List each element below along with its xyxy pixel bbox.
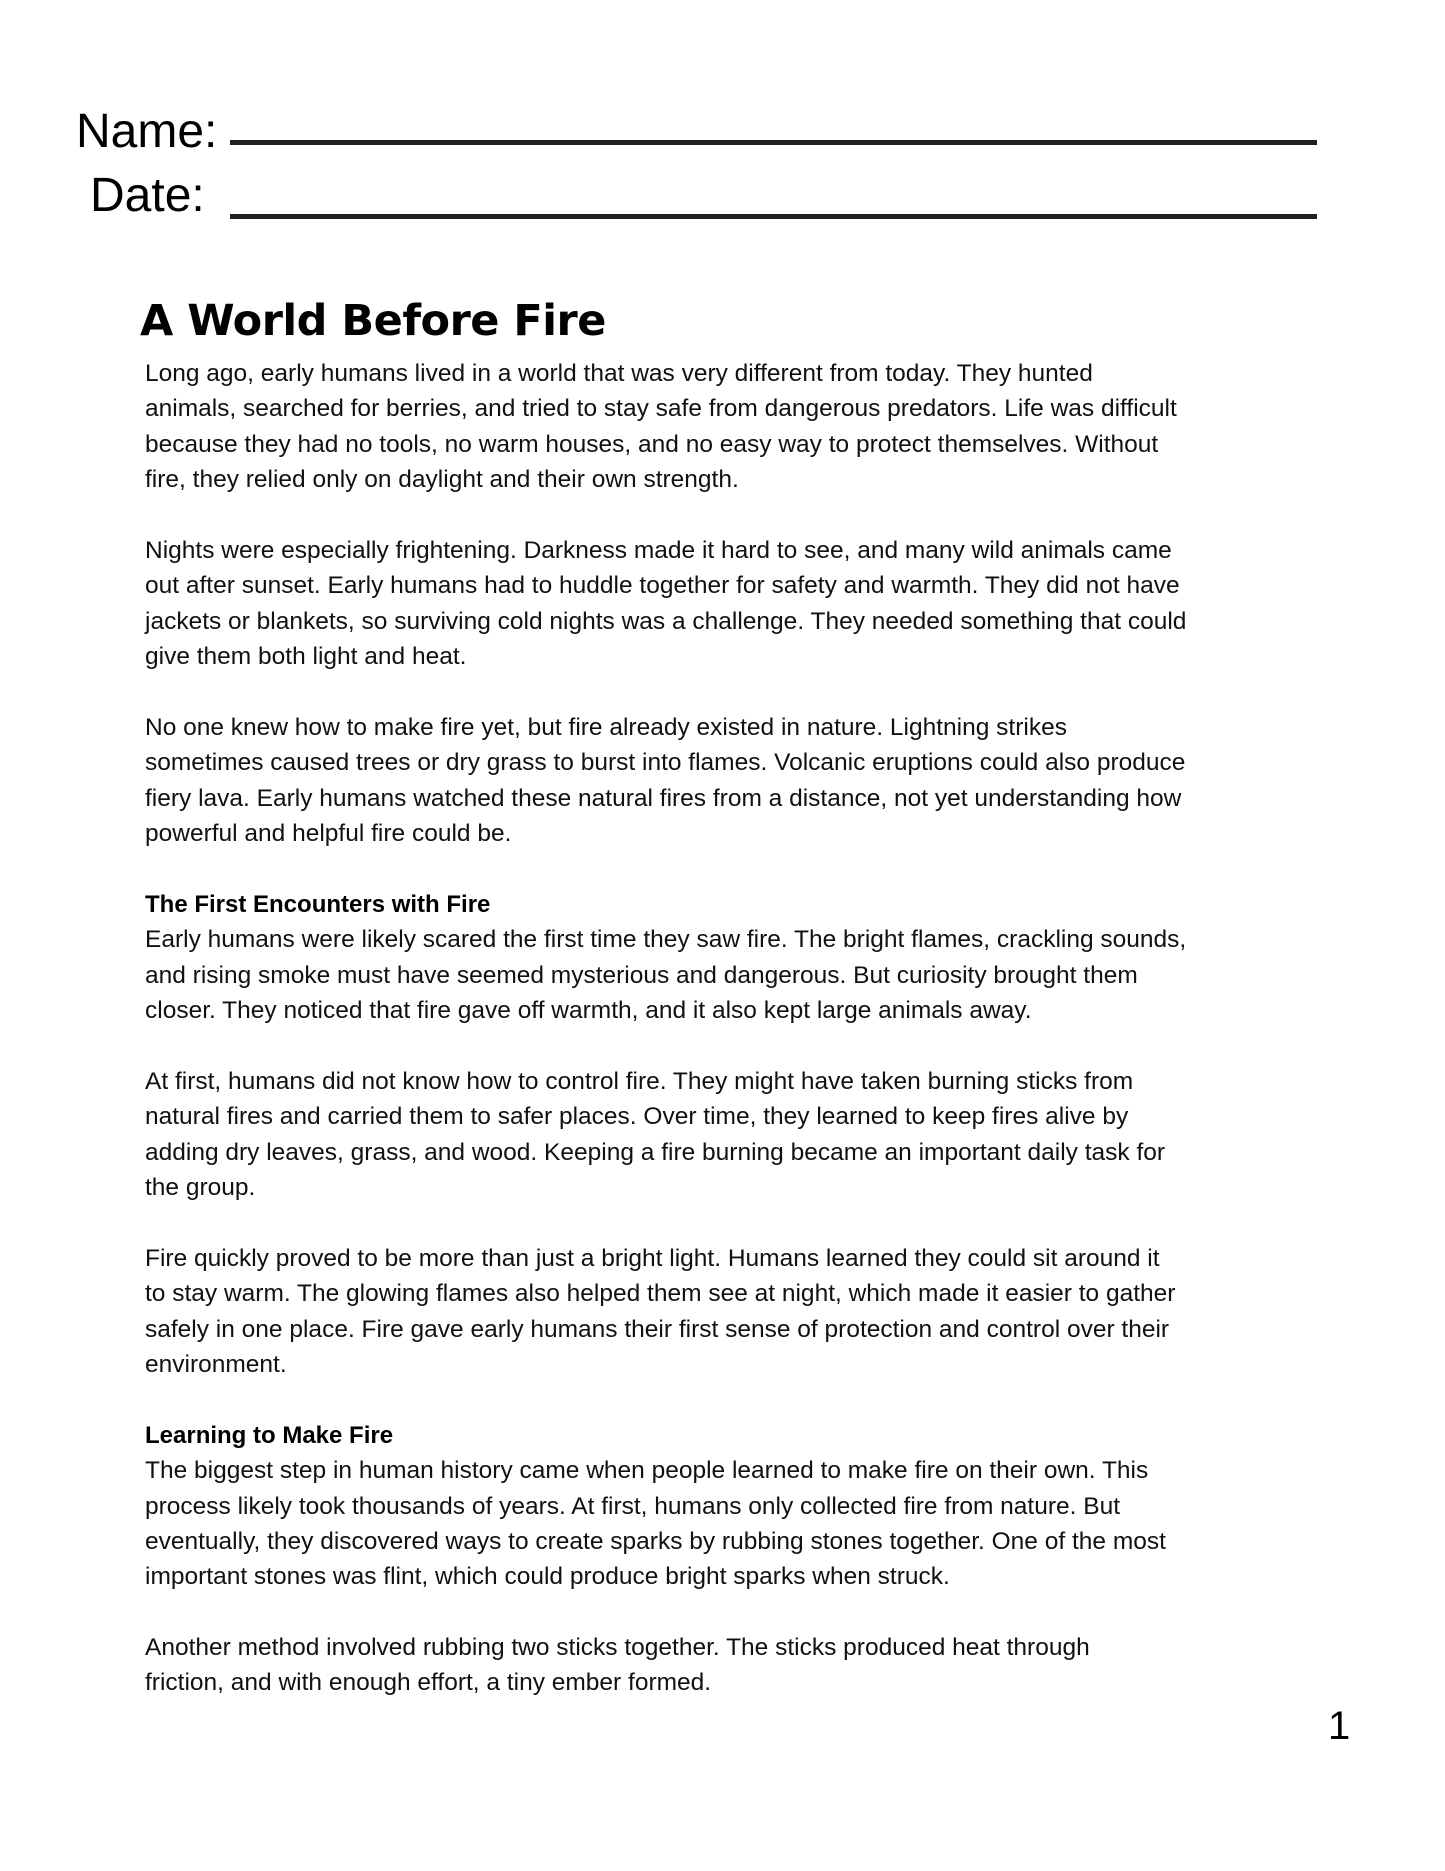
name-write-line (230, 140, 1317, 145)
text-line: Early humans were likely scared the first time they saw fire. The bright flames, crackling sounds, (145, 926, 1187, 954)
text-line: No one knew how to make fire yet, but fire already existed in nature. Lightning strikes (145, 713, 1067, 741)
text-line: Another method involved rubbing two sticks together. The sticks produced heat through (145, 1634, 1090, 1662)
text-line: Fire quickly proved to be more than just a bright light. Humans learned they could sit around it (145, 1244, 1160, 1272)
section-heading-first-encounters: The First Encounters with Fire (145, 890, 491, 918)
paragraph-spacer (145, 851, 1325, 886)
name-label: Name: (76, 105, 218, 158)
text-line: out after sunset. Early humans had to huddle together for safety and warmth. They did not have (145, 572, 1180, 600)
paragraph-spacer (145, 1595, 1325, 1630)
text-line: the group. (145, 1173, 256, 1201)
text-line: fiery lava. Early humans watched these natural fires from a distance, not yet understanding how (145, 784, 1182, 812)
paragraph-control-fire (145, 1064, 1325, 1206)
paragraph-spacer (145, 498, 1325, 533)
text-line: Nights were especially frightening. Darkness made it hard to see, and many wild animals came (145, 536, 1172, 564)
text-line: give them both light and heat. (145, 643, 467, 671)
text-line: sometimes caused trees or dry grass to burst into flames. Volcanic eruptions could also produce (145, 749, 1186, 777)
paragraph-more-than-light (145, 1241, 1325, 1383)
text-line: because they had no tools, no warm houses, and no easy way to protect themselves. Without (145, 430, 1159, 458)
text-line: jackets or blankets, so surviving cold nights was a challenge. They needed something that could (145, 607, 1187, 635)
text-line: safely in one place. Fire gave early humans their first sense of protection and control over their (145, 1315, 1170, 1343)
paragraph-spacer (145, 675, 1325, 710)
date-label: Date: (90, 169, 205, 222)
text-line: friction, and with enough effort, a tiny ember formed. (145, 1669, 712, 1697)
text-line: eventually, they discovered ways to create sparks by rubbing stones together. One of the most (145, 1527, 1166, 1555)
text-line: natural fires and carried them to safer places. Over time, they learned to keep fires alive by (145, 1103, 1129, 1131)
document-title: A World Before Fire (140, 296, 606, 346)
page-number: 1 (1328, 1704, 1351, 1748)
text-line: The biggest step in human history came when people learned to make fire on their own. This (145, 1457, 1149, 1485)
document-body (145, 356, 1325, 1701)
section-heading-learning-to-make-fire: Learning to Make Fire (145, 1421, 394, 1449)
paragraph-first-encounters (145, 922, 1325, 1028)
text-line: environment. (145, 1350, 287, 1378)
text-line: fire, they relied only on daylight and their own strength. (145, 466, 739, 494)
date-write-line (230, 214, 1317, 219)
paragraph-rubbing-sticks (145, 1630, 1325, 1701)
text-line: animals, searched for berries, and tried to stay safe from dangerous predators. Life was difficult (145, 395, 1177, 423)
text-line: powerful and helpful fire could be. (145, 820, 512, 848)
text-line: At first, humans did not know how to control fire. They might have taken burning sticks from (145, 1067, 1134, 1095)
paragraph-nights (145, 533, 1325, 675)
paragraph-spacer (145, 1028, 1325, 1063)
paragraph-natural-fire (145, 710, 1325, 852)
text-line: Long ago, early humans lived in a world that was very different from today. They hunted (145, 360, 1093, 387)
text-line: to stay warm. The glowing flames also helped them see at night, which made it easier to gather (145, 1280, 1176, 1308)
paragraph-intro (145, 356, 1325, 498)
paragraph-spacer (145, 1382, 1325, 1417)
text-line: and rising smoke must have seemed mysterious and dangerous. But curiosity brought them (145, 961, 1138, 989)
text-line: important stones was flint, which could produce bright sparks when struck. (145, 1563, 950, 1591)
text-line: closer. They noticed that fire gave off warmth, and it also kept large animals away. (145, 997, 1032, 1025)
text-line: process likely took thousands of years. At first, humans only collected fire from nature. But (145, 1492, 1121, 1520)
paragraph-making-fire (145, 1453, 1325, 1595)
text-line: adding dry leaves, grass, and wood. Keeping a fire burning became an important daily task for (145, 1138, 1166, 1166)
paragraph-spacer (145, 1205, 1325, 1240)
